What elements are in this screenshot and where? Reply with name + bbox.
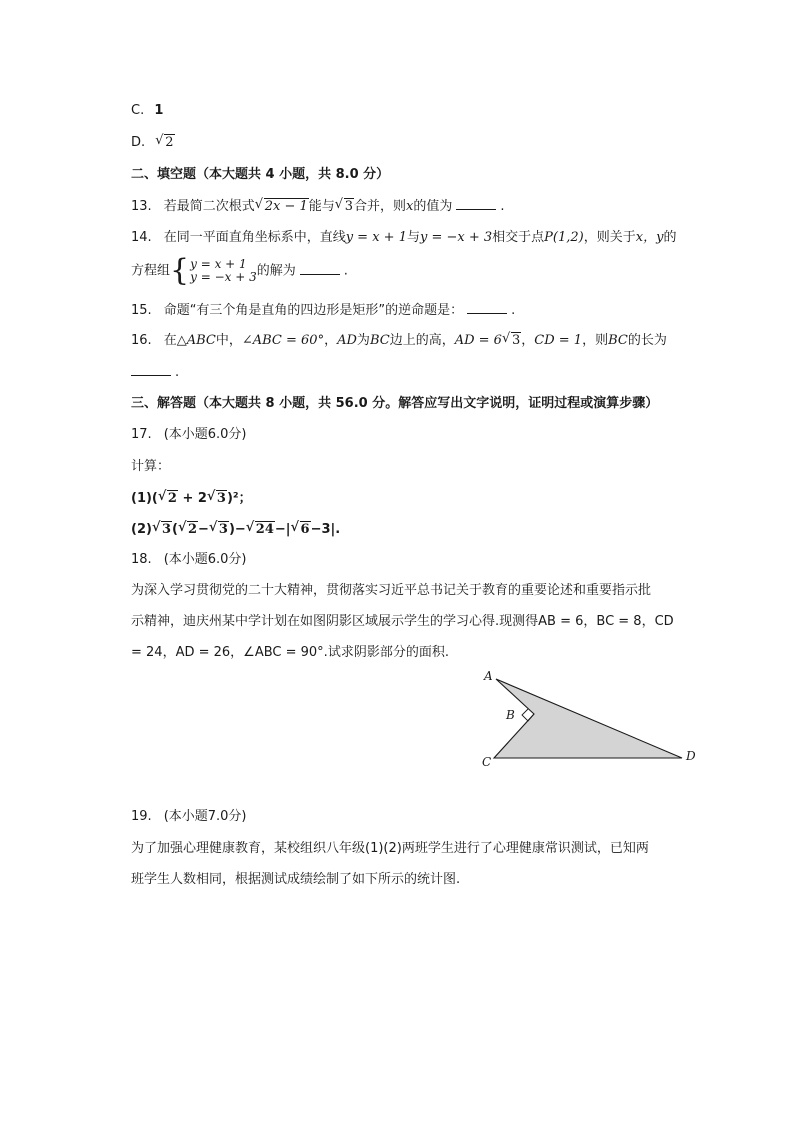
answer-blank [131, 363, 171, 376]
question-13: 13. 若最简二次根式 √ 2x − 1能与 √ 3合并，则x的值为 . [131, 197, 505, 214]
shaded-region [494, 679, 682, 758]
question-16: 16. 在△ABC中，∠ABC = 60°，AD为BC边上的高，AD = 6 √ 3，CD = 1，则BC的长为 [131, 331, 667, 348]
left-brace: { [170, 253, 190, 288]
answer-blank [300, 262, 340, 275]
quadrilateral-figure [475, 665, 705, 775]
sqrt-2: √ 2 [155, 133, 174, 150]
question-17-header: 17. (本小题6.0分) [131, 427, 247, 442]
question-18-line-3: = 24，AD = 26，∠ABC = 90°.试求阴影部分的面积. [131, 645, 449, 660]
question-14-system: 方程组{ y = x + 1 y = −x + 3 的解为 . [131, 253, 348, 288]
section-2-heading: 二、填空题（本大题共 4 小题，共 8.0 分） [131, 167, 390, 182]
answer-blank [456, 197, 496, 210]
question-19-header: 19. (本小题7.0分) [131, 809, 247, 824]
label-a: A [484, 669, 493, 683]
question-15: 15. 命题“有三个角是直角的四边形是矩形”的逆命题是： . [131, 303, 516, 318]
option-d: D. √ 2 [131, 133, 174, 150]
answer-blank [467, 301, 507, 314]
label-d: D [686, 749, 696, 763]
question-19-line-2: 班学生人数相同，根据测试成绩绘制了如下所示的统计图. [131, 872, 461, 887]
section-3-heading: 三、解答题（本大题共 8 小题，共 56.0 分。解答应写出文字说明，证明过程或演算步骤） [131, 396, 659, 411]
option-c: C. 1 [131, 103, 164, 118]
question-19-line-1: 为了加强心理健康教育，某校组织八年级(1)(2)两班学生进行了心理健康常识测试，已知两 [131, 841, 649, 856]
question-18-header: 18. (本小题6.0分) [131, 552, 247, 567]
question-17-part-2: (2) √ 3( √ 2− √ 3)− √ 24−| √ 6−3|. [131, 520, 341, 537]
question-18-line-1: 为深入学习贯彻党的二十大精神，贯彻落实习近平总书记关于教育的重要论述和重要指示批 [131, 583, 652, 598]
label-b: B [506, 708, 515, 722]
question-17-instruction: 计算： [131, 459, 171, 474]
label-c: C [482, 755, 492, 769]
question-18-line-2: 示精神，迪庆州某中学计划在如图阴影区域展示学生的学习心得.现测得AB = 6，BC = 8，CD [131, 614, 674, 629]
question-16-cont: . [131, 363, 179, 382]
question-17-part-1: (1)( √ 2 + 2 √ 3)²； [131, 489, 252, 506]
question-14: 14. 在同一平面直角坐标系中，直线y = x + 1与y = −x + 3相交于点P(1,2)，则关于x，y的 [131, 230, 677, 245]
